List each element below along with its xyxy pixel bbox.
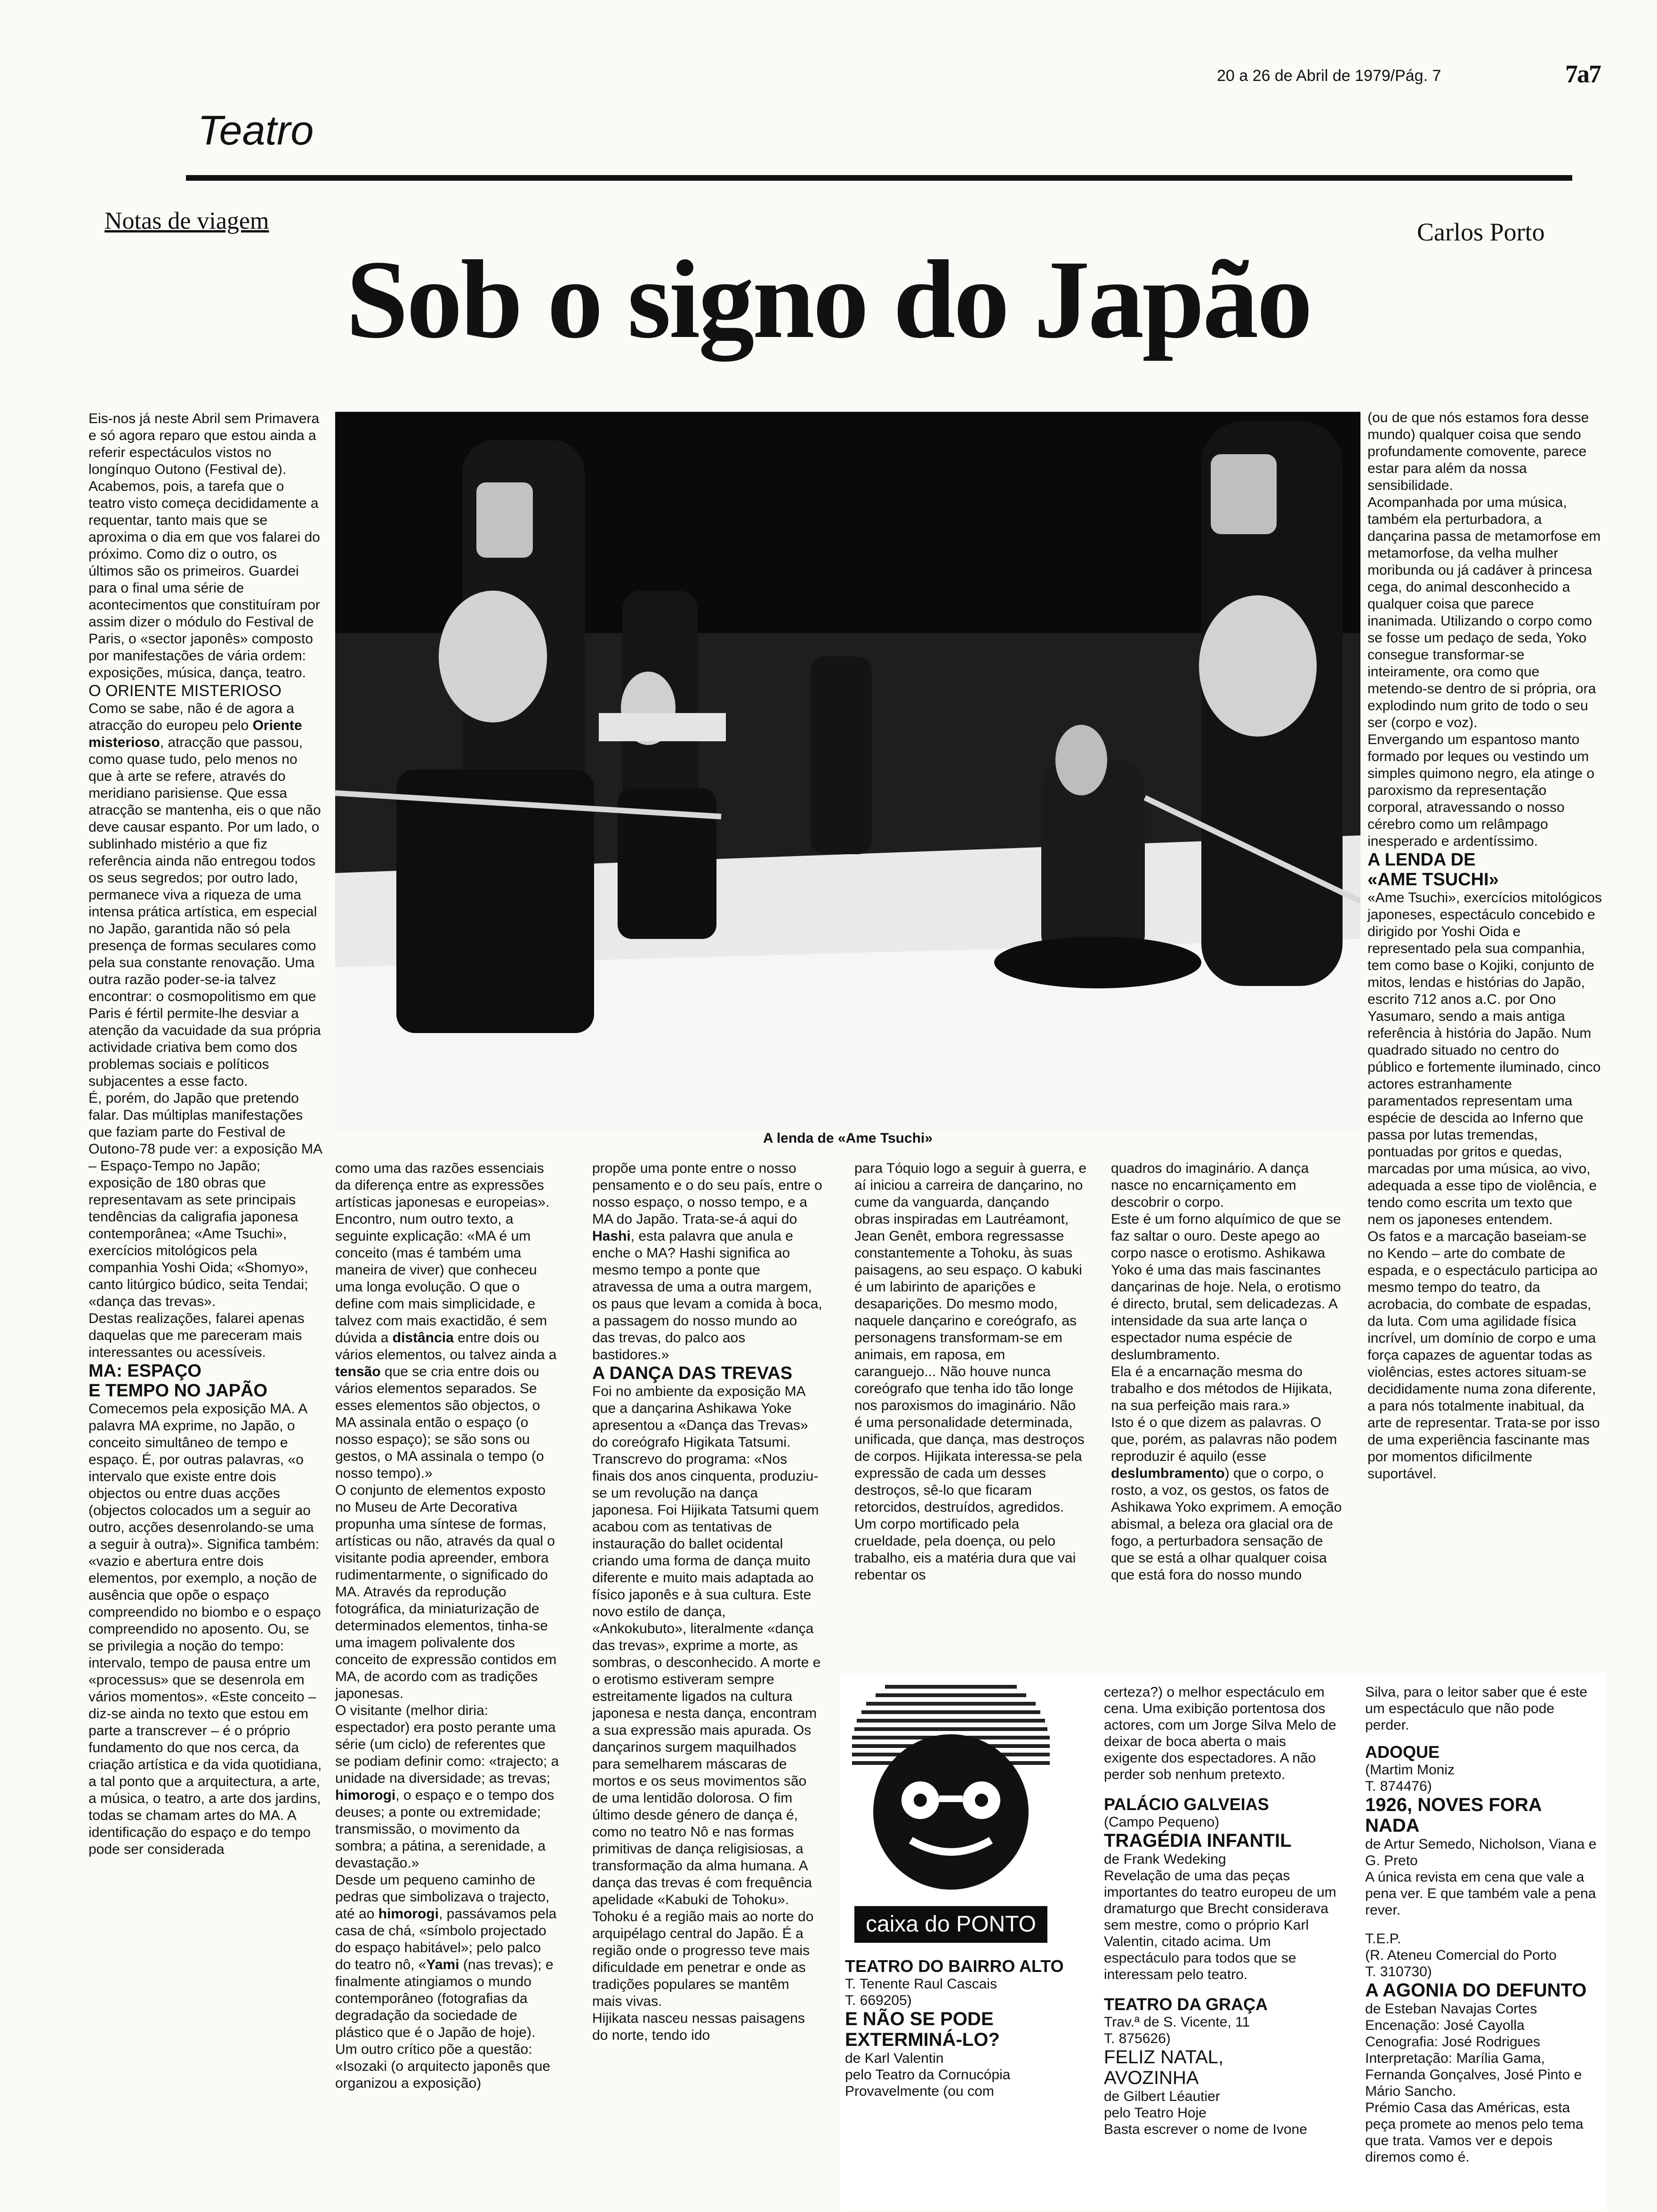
listing-column-right: Silva, para o leitor saber que é este um espectáculo que não pode perder. ADOQUE (Martim Moniz T. 874476) 1926, NOVES FORA NADA de Artur Semedo, Nicholson, Viana e G. Preto A única revista em cena que vale a pena ver. E que também vale a pena rever. T.E.P. (R. Ateneu Comercial do Porto T. 310730) A AGONIA DO DEFUNTO de Esteban Navajas Cortes Encenação: José Cayolla Cenografia: José Rodrigues Interpretação: Marília Gama, Fernanda Gonçalves, José Pinto e Mário Sancho. Prémio Casa das Américas, esta peça promete ao menos pelo tema que trata. Vamos ver e depois diremos como é. [1365, 1684, 1597, 2165]
paragraph: Os fatos e a marcação baseiam-se no Kendo – arte do combate de espada, e o espectáculo participa ao mesmo tempo do teatro, da acrobacia, do combate de espadas, da luta. Com uma agilidade física incrível, um domínio de corpo e uma força capazes de aguentar todas as violências, estes actores situam-se decididamente numa zona diferente, a para nós totalmente inabitual, da arte de representar. Trata-se por isso de uma experiência fascinante mas por momentos dificilmente suportável. [1367, 1229, 1600, 1482]
header-rule [186, 175, 1572, 181]
paragraph: (ou de que nós estamos fora desse mundo) qualquer coisa que sendo profundamente comovente, parece estar para além da nossa sensibilidade. [1367, 410, 1589, 493]
article-column-6 [1367, 409, 1603, 1483]
article-column-4 [854, 1160, 1087, 1584]
paragraph: Ela é a encarnação mesma do trabalho e dos métodos de Hijikata, na sua perfeição mais rara.» [1111, 1364, 1333, 1413]
intro-paragraph: Eis-nos já neste Abril sem Primavera e só agora reparo que estou ainda a referir espectáculos vistos no longínquo Outono (Festival de). Acabemos, pois, a tarefa que o teatro visto começa decididamente a requentar, tanto mais que se aproxima o dia em que vos falarei do próximo. Como diz o outro, os últimos são os primeiros. Guardei para o final uma série de acontecimentos que constituíram por assim dizer o módulo do Festival de Paris, o «sector japonês» composto por manifestações de vária ordem: exposições, música, dança, teatro. [88, 411, 320, 681]
article-kicker: Notas de viagem [105, 208, 269, 234]
article-headline: Sob o signo do Japão [346, 238, 1311, 361]
paragraph: como uma das razões essenciais da diferença entre as expressões artísticas japonesas e europeias». [335, 1161, 550, 1210]
paragraph: Comecemos pela exposição MA. A palavra MA exprime, no Japão, o conceito simultâneo de tempo e espaço. É, por outras palavras, «o intervalo que existe entre dois objectos ou entre duas acções (objectos colocados um a seguir ao outro, acções desenrolando-se uma a seguir à outra)». Significa também: «vazio e abertura entre dois elementos, por exemplo, a noção de ausência que opõe o espaço compreendido no biombo e o espaço compreendido no aposento. Ou, se se privilegia a noção do tempo: intervalo, tempo de pausa entre um «processus» que se desenrola em vários momentos». «Este conceito – diz-se ainda no texto que estou em parte a transcrever – é o próprio fundamento do que nos cerca, da criação artística e da vida quotidiana, a tal ponto que a arquitectura, a arte, a música, o teatro, a arte dos jardins, todas se chamam artes do MA. A identificação do espaço e do tempo pode ser considerada [88, 1401, 322, 1857]
paragraph: Um outro crítico põe a questão: «Isozaki (o arquitecto japonês que organizou a exposição) [335, 2042, 550, 2091]
paragraph: Encontro, num outro texto, a seguinte explicação: «MA é um conceito (mas é também uma maneira de viver) que conheceu uma longa evolução. O que o define com mais simplicidade, e talvez com mais exactidão, é sem dúvida a distância entre dois ou vários elementos, ou talvez ainda a tensão que se cria entre dois ou vários elementos separados. Se esses elementos são objectos, o MA assinala então o espaço (o nosso espaço); se são sons ou gestos, o MA assinala o tempo (o nosso tempo).» [335, 1211, 557, 1481]
listing-column-middle: certeza?) o melhor espectáculo em cena. Uma exibição portentosa dos actores, com um Jorge Silva Melo de deixar de boca aberta o mais exigente dos espectadores. A não perder sob nenhum pretexto. PALÁCIO GALVEIAS (Campo Pequeno) TRAGÉDIA INFANTIL de Frank Wedeking Revelação de uma das peças importantes do teatro europeu de um dramaturgo que Brecht considerava sem mestre, como o próprio Karl Valentin, citado acima. Um espectáculo para todos que se interessam pelo teatro. TEATRO DA GRAÇA Trav.ª de S. Vicente, 11 T. 875626) FELIZ NATAL, AVOZINHA de Gilbert Léautier pelo Teatro Hoje Basta escrever o nome de Ivone [1104, 1684, 1336, 2137]
paragraph: Destas realizações, falarei apenas daquelas que me pareceram mais interessantes ou acessíveis. [88, 1311, 305, 1360]
article-byline: Carlos Porto [1417, 218, 1545, 246]
paragraph: Hijikata nasceu nessas paisagens do norte, tendo ido [592, 2011, 805, 2043]
publication-logo: 7a7 [1565, 60, 1601, 88]
article-column-1 [88, 410, 324, 1858]
caixa-do-ponto-logo [843, 1685, 1059, 1948]
date-page-folio: 20 a 26 de Abril de 1979/Pág. 7 [1217, 67, 1441, 85]
subheading-lenda: A LENDA DE «AME TSUCHI» [1367, 850, 1499, 890]
listing-bairro-alto: TEATRO DO BAIRRO ALTO T. Tenente Raul Cascais T. 669205) E NÃO SE PODE EXTERMINÁ-LO? de Karl Valentin pelo Teatro da Cornucópia Provavelmente (ou com [845, 1956, 1064, 2099]
paragraph: Este é um forno alquímico de que se faz saltar o ouro. Deste apego ao corpo nasce o erotismo. Ashikawa Yoko é uma das mais fascinantes dançarinas de hoje. Nela, o erotismo é directo, brutal, sem delicadezas. A intensidade da sua arte lança o espectador numa espécie de deslumbramento. [1111, 1211, 1341, 1362]
paragraph: O conjunto de elementos exposto no Museu de Arte Decorativa propunha uma síntese de formas, artísticas ou não, através da qual o visitante podia apreender, embora rudimentarmente, o significado do MA. Através da reprodução fotográfica, da miniaturização de determinados elementos, tinha-se uma imagem polivalente dos conceito de expressão contidos em MA, de acordo com as tradições japonesas. [335, 1483, 557, 1701]
paragraph: para Tóquio logo a seguir à guerra, e aí iniciou a carreira de dançarino, no cume da vanguarda, dançando obras inspiradas em Lautréamont, Jean Genêt, embora regressasse constantemente a Tohoku, às suas paisagens, ao seu espaço. O kabuki é um labirinto de aparições e desaparições. Do mesmo modo, naquele dançarino e coreógrafo, as personagens transformam-se em animais, em raposa, em caranguejo... Não houve nunca coreógrafo que tenha ido tão longe nos paroxismos do imaginário. Não é uma personalidade determinada, unificada, que dança, mas destroços de corpos. Hijikata interessa-se pela expressão de cada um desses destroços, sê-lo que ficaram retorcidos, destruídos, agredidos. Um corpo mortificado pela crueldade, pela doença, ou pelo trabalho, eis a matéria dura que vai rebentar os [854, 1161, 1087, 1583]
paragraph: quadros do imaginário. A dança nasce no encarniçamento em descobrir o corpo. [1111, 1161, 1309, 1210]
article-column-5 [1111, 1160, 1346, 1584]
article-column-3 [592, 1160, 823, 2044]
paragraph: «Ame Tsuchi», exercícios mitológicos japoneses, espectáculo concebido e dirigido por Yoshi Oida e representado pela sua companhia, tem como base o Kojiki, conjunto de mitos, lendas e histórias do Japão, escrito 712 anos a.C. por Ono Yasumaro, sendo a mais antiga referência à história do Japão. Num quadrado situado no centro do público e fortemente iluminado, cinco actores estranhamente paramentados representam uma espécie de descida ao Inferno que passa por lutas tremendas, pontuadas por gritos e quedas, marcadas por uma música, ao vivo, adequada a esse tipo de violência, e tendo como escrita um texto que nem os japoneses entendem. [1367, 890, 1602, 1227]
kendo-photo [335, 412, 1360, 1130]
paragraph: O visitante (melhor diria: espectador) era posto perante uma série (um ciclo) de referentes que se podiam definir como: «trajecto; a unidade na diversidade; as trevas; himorogi, o espaço e o tempo dos deuses; a ponte ou extremidade; transmissão, o movimento da sombra; a pátina, a serenidade, a devastação.» [335, 1703, 559, 1871]
kendo-photo-illustration [335, 412, 1360, 1130]
section-title: Teatro [198, 107, 314, 153]
subheading-oriente: O ORIENTE MISTERIOSO [88, 682, 282, 700]
photo-caption: A lenda de «Ame Tsuchi» [763, 1130, 933, 1146]
subheading-ma: MA: ESPAÇO E TEMPO NO JAPÃO [88, 1361, 268, 1401]
article-column-2 [335, 1160, 560, 2092]
paragraph: Envergando um espantoso manto formado por leques ou vestindo um simples quimono negro, ela atinge o paroxismo da representação corporal, atravessando o nosso cérebro como um relâmpago inesperado e ardentíssimo. [1367, 732, 1594, 849]
paragraph: Foi no ambiente da exposição MA que a dançarina Ashikawa Yoke apresentou a «Dança das Trevas» do coreógrafo Higikata Tatsumi. [592, 1384, 808, 1450]
paragraph: É, porém, do Japão que pretendo falar. Das múltiplas manifestações que faziam parte do Festival de Outono-78 pude ver: a exposição MA – Espaço-Tempo no Japão; exposição de 180 obras que representavam as sete principais tendências da caligrafia japonesa contemporânea; «Ame Tsuchi», exercícios mitológicos pela companhia Yoshi Oida; «Shomyo», canto litúrgico búdico, seita Tendai; «dança das trevas». [88, 1090, 322, 1309]
paragraph: Transcrevo do programa: «Nos finais dos anos cinquenta, produziu-se um revolução na dança japonesa. Foi Hijikata Tatsumi quem acabou com as tentativas de instauração do ballet ocidental criando uma forma de dança muito diferente e muito mais adaptada ao físico japonês e à sua cultura. Este novo estilo de dança, «Ankokubuto», literalmente «dança das trevas», exprime a morte, as sombras, o desconhecido. A morte e o erotismo estiveram sempre estreitamente ligados na cultura japonesa e nesta dança, encontram a sua expressão mais apurada. Os dançarinos surgem maquilhados para semelharem máscaras de mortos e os seus movimentos são de uma lentidão dolorosa. O fim último desde género de dança é, como no teatro Nô e nas formas primitivas de dança religisiosas, a transformação da alma humana. A dança das trevas é com frequência apelidade «Kabuki de Tohoku». Tohoku é a região mais ao norte do arquipélago central do Japão. É a região onde o progresso teve mais dificuldade em penetrar e onde as tradições populares se mantêm mais vivas. [592, 1451, 821, 2009]
paragraph: Como se sabe, não é de agora a atracção do europeu pelo Oriente misterioso, atracção que passou, como quase tudo, pelo menos no que à arte se refere, através do meridiano parisiense. Que essa atracção se mantenha, eis o que não deve causar espanto. Por um lado, o sublinhado mistério a que fiz referência ainda não entregou todos os seus segredos; por outro lado, permanece viva a riqueza de uma intensa prática artística, em especial no Japão, garantida não só pela presença de formas seculares como pela sua constante renovação. Uma outra razão poder-se-ia talvez encontrar: o cosmopolitismo em que Paris é fértil permite-lhe desviar a atenção da vacuidade da sua própria actividade criativa bem como dos problemas sociais e políticos subjacentes a esse facto. [88, 701, 321, 1089]
subheading-danca: A DANÇA DAS TREVAS [592, 1363, 793, 1383]
caixa-do-ponto-label: caixa do PONTO [866, 1912, 1036, 1937]
paragraph: Desde um pequeno caminho de pedras que simbolizava o trajecto, até ao himorogi, passávamos pela casa de chá, «símbolo projectado do espaço habitável»; pelo palco do teatro nô, «Yami (nas trevas); e finalmente atingiamos o mundo contemporâneo (fotografias da degradação da sociedade de plástico que é o Japão de hoje). [335, 1872, 557, 2040]
paragraph: propõe uma ponte entre o nosso pensamento e o do seu país, entre o nosso espaço, o nosso tempo, e a MA do Japão. Trata-se-á aqui do Hashi, esta palavra que anula e enche o MA? Hashi significa ao mesmo tempo a ponte que atravessa de uma a outra margem, os paus que levam a comida à boca, a passagem do nosso mundo ao das trevas, do palco aos bastidores.» [592, 1161, 822, 1362]
paragraph: Acompanhada por uma música, também ela perturbadora, a dançarina passa de metamorfose em metamorfose, da velha mulher moribunda ou já cadáver à princesa cega, do animal desconhecido a qualquer coisa que parece inanimada. Utilizando o corpo como se fosse um pedaço de seda, Yoko consegue transformar-se inteiramente, ora como que metendo-se dentro de si própria, ora explodindo num grito de todo o seu ser (corpo e voz). [1367, 495, 1601, 730]
paragraph: Isto é o que dizem as palavras. O que, porém, as palavras não podem reproduzir é aquilo (esse deslumbramento) que o corpo, o rosto, a voz, os gestos, os fatos de Ashikawa Yoko exprimem. A emoção abismal, a beleza ora glacial ora de fogo, a perturbadora sensação de que se está a olhar qualquer coisa que está fora do nosso mundo [1111, 1415, 1342, 1583]
